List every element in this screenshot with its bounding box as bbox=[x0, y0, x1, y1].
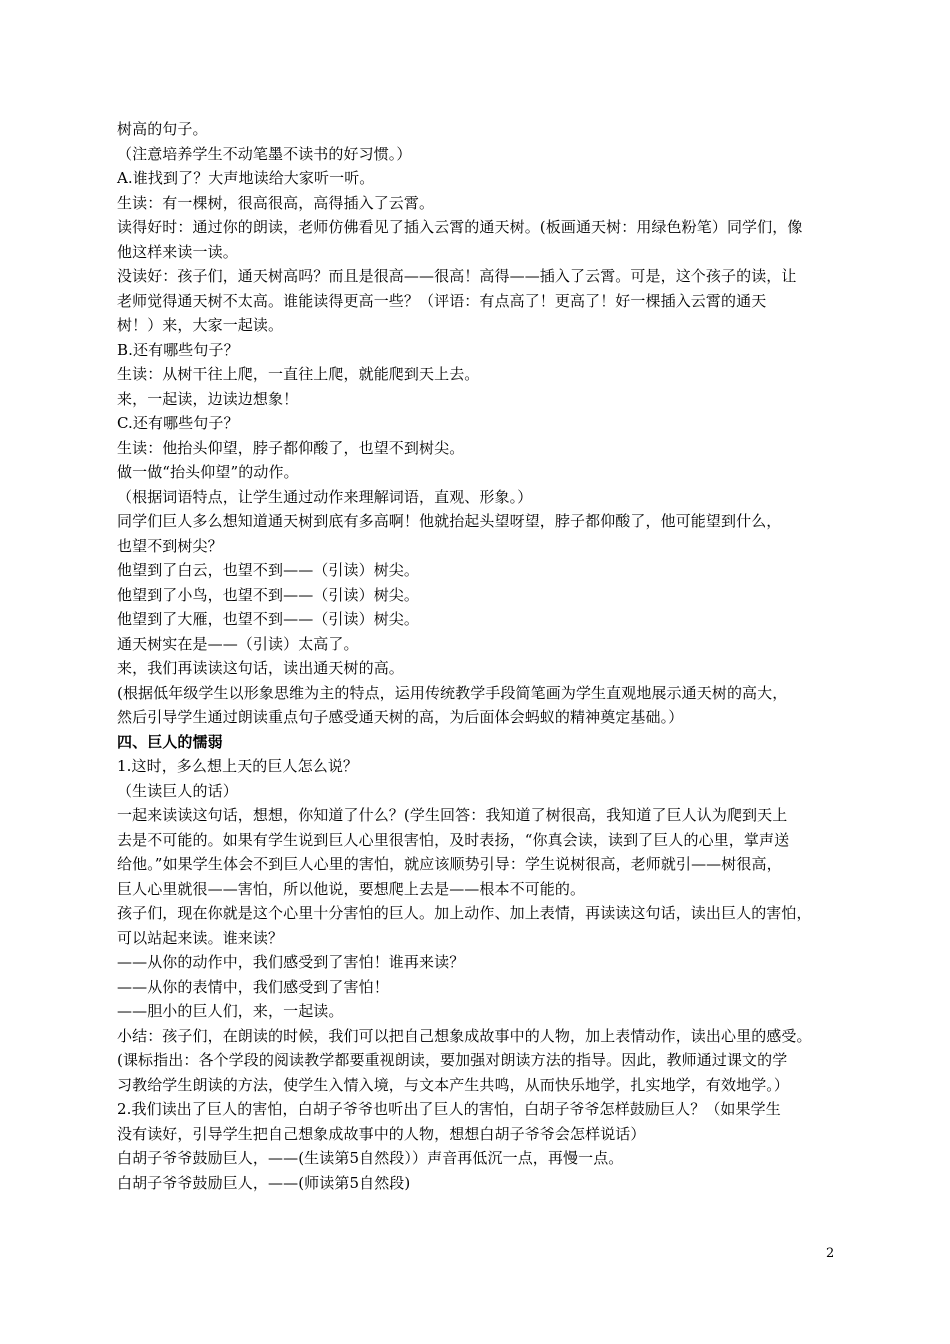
text-line: 他这样来读一读。 bbox=[117, 242, 238, 261]
text-line: 白胡子爷爷鼓励巨人，——(师读第5自然段) bbox=[117, 1173, 411, 1192]
text-line: (课标指出：各个学段的阅读教学都要重视朗读，要加强对朗读方法的指导。因此，教师通过课文的学 bbox=[117, 1051, 788, 1069]
text-line: 来，一起读，边读边想象！ bbox=[117, 389, 299, 408]
text-line: (根据低年级学生以形象思维为主的特点，运用传统教学手段简笔画为学生直观地展示通天树的高大， bbox=[117, 683, 788, 702]
text-line: 没读好：孩子们，通天树高吗？而且是很高——很高！高得——插入了云霄。可是，这个孩子的读，让 bbox=[117, 267, 797, 285]
text-line: （注意培养学生不动笔墨不读书的好习惯。） bbox=[117, 144, 412, 163]
text-line: ——从你的动作中，我们感受到了害怕！谁再来读？ bbox=[117, 953, 465, 971]
text-line: 可以站起来读。谁来读？ bbox=[117, 928, 284, 947]
text-line: 生读：有一棵树，很高很高，高得插入了云霄。 bbox=[117, 193, 435, 212]
text-line: 去是不可能的。如果有学生说到巨人心里很害怕，及时表扬，“你真会读，读到了巨人的心里，掌声送 bbox=[117, 830, 790, 849]
text-line: 没有读好，引导学生把自己想象成故事中的人物，想想白胡子爷爷会怎样说话） bbox=[117, 1124, 646, 1143]
document-body bbox=[117, 117, 852, 1195]
text-line: 通天树实在是——（引读）太高了。 bbox=[117, 634, 359, 653]
text-line: 生读：他抬头仰望，脖子都仰酸了，也望不到树尖。 bbox=[117, 438, 465, 457]
text-line: 他望到了小鸟，也望不到——（引读）树尖。 bbox=[117, 585, 420, 604]
text-line: 树！）来，大家一起读。 bbox=[117, 316, 284, 334]
text-line: 1.这时，多么想上天的巨人怎么说？ bbox=[117, 757, 359, 775]
text-line: 树高的句子。 bbox=[117, 120, 208, 138]
text-line: 一起来读读这句话，想想，你知道了什么？(学生回答：我知道了树很高，我知道了巨人认为爬到天上 bbox=[117, 806, 788, 824]
text-line: 习教给学生朗读的方法，使学生入情入境，与文本产生共鸣，从而快乐地学，扎实地学，有效地学。） bbox=[117, 1075, 790, 1094]
section-heading: 四、巨人的懦弱 bbox=[117, 732, 223, 751]
text-line: ——胆小的巨人们，来，一起读。 bbox=[117, 1002, 344, 1020]
text-line: 2.我们读出了巨人的害怕，白胡子爷爷也听出了巨人的害怕，白胡子爷爷怎样鼓励巨人？（如果学生 bbox=[117, 1100, 781, 1118]
text-line: 他望到了大雁，也望不到——（引读）树尖。 bbox=[117, 610, 420, 628]
text-line: 巨人心里就很——害怕，所以他说，要想爬上去是——根本不可能的。 bbox=[117, 879, 586, 898]
text-line: ——从你的表情中，我们感受到了害怕！ bbox=[117, 977, 389, 996]
text-line: （根据词语特点，让学生通过动作来理解词语，直观、形象。） bbox=[117, 487, 533, 506]
text-line: 给他。”如果学生体会不到巨人心里的害怕，就应该顺势引导：学生说树很高，老师就引——树很高， bbox=[117, 855, 782, 873]
text-line: 然后引导学生通过朗读重点句子感受通天树的高，为后面体会蚂蚁的精神奠定基础。） bbox=[117, 708, 684, 726]
text-line: 也望不到树尖？ bbox=[117, 536, 223, 555]
text-line: 生读：从树干往上爬，一直往上爬，就能爬到天上去。 bbox=[117, 365, 480, 383]
text-line: （生读巨人的话） bbox=[117, 781, 238, 800]
text-line: 同学们巨人多么想知道通天树到底有多高啊！他就抬起头望呀望，脖子都仰酸了，他可能望到什么， bbox=[117, 512, 782, 530]
text-line: 老师觉得通天树不太高。谁能读得更高一些？（评语：有点高了！更高了！好一棵插入云霄的通天 bbox=[117, 291, 767, 310]
text-line: 白胡子爷爷鼓励巨人，——(生读第5自然段））声音再低沉一点，再慢一点。 bbox=[117, 1149, 624, 1167]
text-line: 小结：孩子们，在朗读的时候，我们可以把自己想象成故事中的人物，加上表情动作，读出心里的感受。 bbox=[117, 1026, 812, 1045]
text-line: A.谁找到了？大声地读给大家听一听。 bbox=[117, 169, 375, 187]
text-line: C.还有哪些句子？ bbox=[117, 414, 239, 432]
page-number: 2 bbox=[826, 1246, 835, 1261]
text-line: 孩子们，现在你就是这个心里十分害怕的巨人。加上动作、加上表情，再读读这句话，读出巨人的害怕， bbox=[117, 904, 812, 922]
text-line: B.还有哪些句子？ bbox=[117, 340, 239, 359]
text-line: 他望到了白云，也望不到——（引读）树尖。 bbox=[117, 561, 420, 579]
text-line: 读得好时：通过你的朗读，老师仿佛看见了插入云霄的通天树。(板画通天树：用绿色粉笔）同学们，像 bbox=[117, 218, 803, 236]
text-line: 做一做“抬头仰望”的动作。 bbox=[117, 463, 299, 481]
text-line: 来，我们再读读这句话，读出通天树的高。 bbox=[117, 659, 404, 677]
